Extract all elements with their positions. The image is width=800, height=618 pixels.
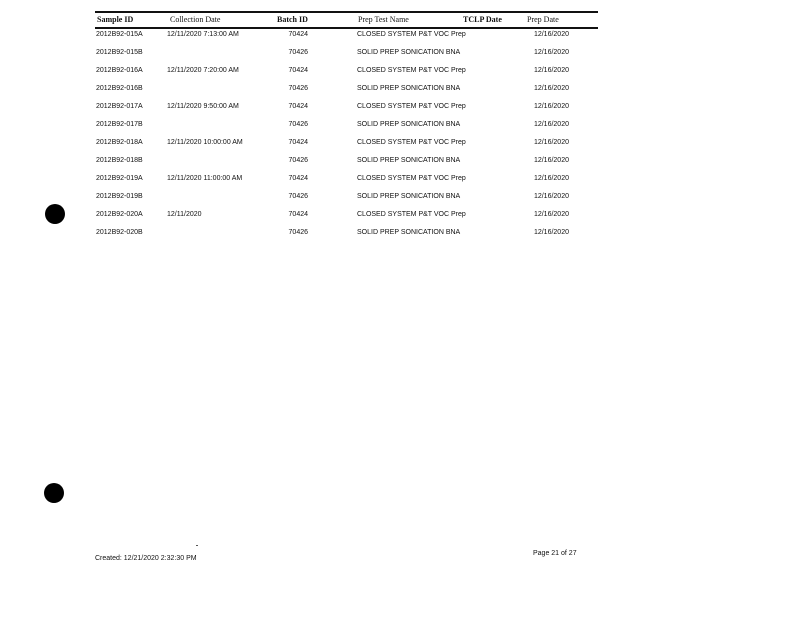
table-row bbox=[0, 121, 800, 139]
batch-id-cell: 70424 bbox=[288, 175, 308, 182]
table-row bbox=[0, 229, 800, 247]
sample-id-cell: 2012B92-015A bbox=[96, 31, 143, 38]
prep-test-name-cell: SOLID PREP SONICATION BNA bbox=[357, 193, 461, 200]
prep-date-cell: 12/16/2020 bbox=[533, 229, 569, 236]
prep-date-cell: 12/16/2020 bbox=[533, 49, 569, 56]
table-row bbox=[0, 157, 800, 175]
header-prep-date: Prep Date bbox=[527, 15, 559, 24]
batch-id-cell: 70426 bbox=[288, 229, 308, 236]
prep-date-cell: 12/16/2020 bbox=[533, 157, 569, 164]
sample-table bbox=[0, 31, 800, 247]
table-row bbox=[0, 139, 800, 157]
collection-date-cell: 12/11/2020 bbox=[167, 211, 202, 218]
created-timestamp: Created: 12/21/2020 2:32:30 PM bbox=[95, 555, 197, 562]
prep-date-cell: 12/16/2020 bbox=[533, 67, 569, 74]
sample-id-cell: 2012B92-018B bbox=[96, 157, 143, 164]
table-row bbox=[0, 49, 800, 67]
prep-date-cell: 12/16/2020 bbox=[533, 193, 569, 200]
header-rule-bottom bbox=[95, 27, 598, 29]
sample-id-cell: 2012B92-019B bbox=[96, 193, 143, 200]
sample-id-cell: 2012B92-020B bbox=[96, 229, 143, 236]
batch-id-cell: 70426 bbox=[288, 85, 308, 92]
prep-test-name-cell: SOLID PREP SONICATION BNA bbox=[357, 121, 461, 128]
sample-id-cell: 2012B92-018A bbox=[96, 139, 143, 146]
header-rule-top bbox=[95, 11, 598, 13]
prep-date-cell: 12/16/2020 bbox=[533, 85, 569, 92]
table-row bbox=[0, 67, 800, 85]
batch-id-cell: 70426 bbox=[288, 157, 308, 164]
collection-date-cell: 12/11/2020 11:00:00 AM bbox=[167, 175, 243, 182]
sample-id-cell: 2012B92-015B bbox=[96, 49, 143, 56]
sample-id-cell: 2012B92-019A bbox=[96, 175, 143, 182]
sample-id-cell: 2012B92-016B bbox=[96, 85, 143, 92]
table-header bbox=[95, 10, 600, 30]
batch-id-cell: 70424 bbox=[288, 67, 308, 74]
table-row bbox=[0, 103, 800, 121]
batch-id-cell: 70424 bbox=[288, 211, 308, 218]
prep-test-name-cell: CLOSED SYSTEM P&T VOC Prep bbox=[357, 103, 466, 110]
prep-date-cell: 12/16/2020 bbox=[533, 31, 569, 38]
table-row bbox=[0, 193, 800, 211]
collection-date-cell: 12/11/2020 9:50:00 AM bbox=[167, 103, 239, 110]
prep-test-name-cell: SOLID PREP SONICATION BNA bbox=[357, 229, 461, 236]
batch-id-cell: 70424 bbox=[288, 103, 308, 110]
batch-id-cell: 70426 bbox=[288, 49, 308, 56]
batch-id-cell: 70424 bbox=[288, 139, 308, 146]
punch-hole bbox=[44, 483, 64, 503]
header-collection-date: Collection Date bbox=[170, 15, 221, 24]
table-row bbox=[0, 85, 800, 103]
table-row bbox=[0, 175, 800, 193]
table-row bbox=[0, 211, 800, 229]
header-batch-id: Batch ID bbox=[277, 15, 308, 24]
sample-id-cell: 2012B92-017A bbox=[96, 103, 143, 110]
table-row bbox=[0, 31, 800, 49]
punch-hole bbox=[45, 204, 65, 224]
prep-test-name-cell: CLOSED SYSTEM P&T VOC Prep bbox=[357, 67, 466, 74]
collection-date-cell: 12/11/2020 7:13:00 AM bbox=[167, 31, 239, 38]
sample-id-cell: 2012B92-020A bbox=[96, 211, 143, 218]
scan-speck bbox=[196, 545, 198, 546]
sample-id-cell: 2012B92-017B bbox=[96, 121, 143, 128]
batch-id-cell: 70426 bbox=[288, 193, 308, 200]
prep-test-name-cell: CLOSED SYSTEM P&T VOC Prep bbox=[357, 31, 466, 38]
prep-date-cell: 12/16/2020 bbox=[533, 139, 569, 146]
prep-test-name-cell: SOLID PREP SONICATION BNA bbox=[357, 49, 461, 56]
sample-id-cell: 2012B92-016A bbox=[96, 67, 143, 74]
prep-test-name-cell: CLOSED SYSTEM P&T VOC Prep bbox=[357, 139, 466, 146]
prep-test-name-cell: SOLID PREP SONICATION BNA bbox=[357, 85, 461, 92]
prep-date-cell: 12/16/2020 bbox=[533, 175, 569, 182]
header-sample-id: Sample ID bbox=[97, 15, 134, 24]
collection-date-cell: 12/11/2020 7:20:00 AM bbox=[167, 67, 239, 74]
prep-test-name-cell: CLOSED SYSTEM P&T VOC Prep bbox=[357, 175, 466, 182]
page-number: Page 21 of 27 bbox=[533, 550, 577, 557]
header-prep-test-name: Prep Test Name bbox=[358, 15, 409, 24]
batch-id-cell: 70426 bbox=[288, 121, 308, 128]
collection-date-cell: 12/11/2020 10:00:00 AM bbox=[167, 139, 243, 146]
prep-test-name-cell: CLOSED SYSTEM P&T VOC Prep bbox=[357, 211, 466, 218]
prep-date-cell: 12/16/2020 bbox=[533, 103, 569, 110]
prep-test-name-cell: SOLID PREP SONICATION BNA bbox=[357, 157, 461, 164]
prep-date-cell: 12/16/2020 bbox=[533, 121, 569, 128]
prep-date-cell: 12/16/2020 bbox=[533, 211, 569, 218]
batch-id-cell: 70424 bbox=[288, 31, 308, 38]
header-tclp-date: TCLP Date bbox=[463, 15, 502, 24]
